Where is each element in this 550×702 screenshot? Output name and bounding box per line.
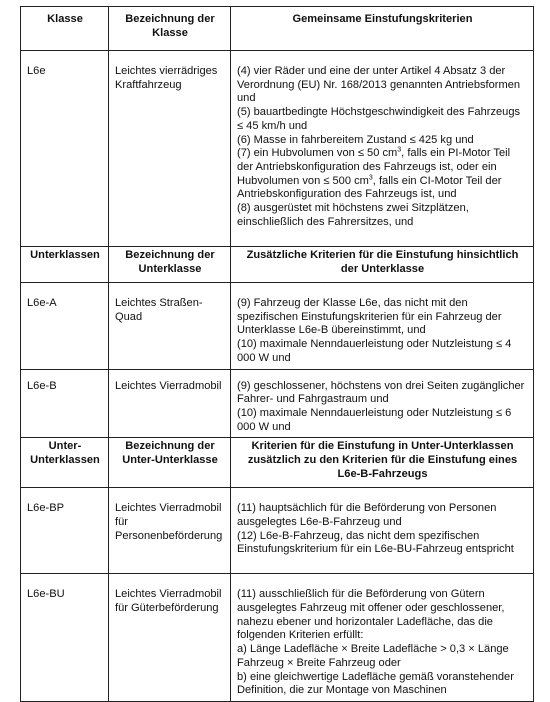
class-criteria <box>231 51 534 247</box>
criterion-10: (10) maximale Nenndauerleistung oder Nutzleistung ≤ 6 000 W und <box>237 406 512 433</box>
subsubclass-header-row <box>21 438 534 488</box>
class-code: L6e-BU <box>21 574 109 702</box>
header-bezeichnung: Bezeichnung der Klasse <box>109 7 231 51</box>
header-kriterien-unter-unterklassen: Kriterien für die Einstufung in Unter-Unterklassen zusätzlich zu den Kriterien für die Einstufung eines L6e-B-Fahrzeugs <box>231 438 534 488</box>
table-row <box>21 51 534 247</box>
criterion-8: (8) ausgerüstet mit höchstens zwei Sitzplätzen, einschließlich des Fahrersitzes, und <box>237 202 469 228</box>
table-row <box>21 488 534 574</box>
criterion-12: (12) L6e-B-Fahrzeug, das nicht dem spezifischen Einstufungskriterium für ein L6e-BU-Fahrzeug entspricht <box>237 529 514 556</box>
class-name: Leichtes Vierradmobil für Personenbeförderung <box>109 488 231 574</box>
header-unter-unterklassen: Unter-Unterklassen <box>21 438 109 488</box>
criterion-9: (9) geschlossener, höchstens von drei Seiten zugänglicher Fahrer- und Fahrgastraum und <box>237 379 525 406</box>
table-row <box>21 369 534 438</box>
class-criteria <box>231 283 534 370</box>
criterion-10: (10) maximale Nenndauerleistung oder Nutzleistung ≤ 4 000 W und <box>237 338 512 364</box>
classification-table <box>20 6 534 702</box>
header-unterklassen: Unterklassen <box>21 247 109 283</box>
criterion-5: (5) bauartbedingte Höchstgeschwindigkeit des Fahrzeugs ≤ 45 km/h und <box>237 106 521 132</box>
criterion-11: (11) hauptsächlich für die Beförderung von Personen ausgelegtes L6e-B-Fahrzeug und <box>237 502 497 529</box>
class-code: L6e-BP <box>21 488 109 574</box>
criterion-11a: a) Länge Ladefläche × Breite Ladefläche > 0,3 × Länge Fahrzeug × Breite Fahrzeug oder <box>237 643 509 669</box>
criterion-11b: b) eine gleichwertige Ladefläche gemäß voranstehender Definition, die zur Montage von Maschinen <box>237 670 514 697</box>
criterion-6: (6) Masse in fahrbereitem Zustand ≤ 425 kg und <box>237 133 474 146</box>
class-criteria <box>231 574 534 702</box>
header-zusaetzliche-kriterien: Zusätzliche Kriterien für die Einstufung hinsichtlich der Unterklasse <box>231 247 534 283</box>
class-criteria <box>231 369 534 438</box>
class-code: L6e-B <box>21 369 109 438</box>
table-header-row <box>21 7 534 51</box>
table-row <box>21 283 534 370</box>
class-code: L6e-A <box>21 283 109 370</box>
class-name: Leichtes Straßen-Quad <box>109 283 231 370</box>
criterion-11: (11) ausschließlich für die Beförderung von Gütern ausgelegtes Fahrzeug mit offener oder geschlossener, nahezu ebener und horizontaler Ladefläche, das die folgenden Kriterien erfüllt: <box>237 588 505 642</box>
class-name: Leichtes Vierradmobil für Güterbeförderung <box>109 574 231 702</box>
header-bezeichnung-unterklasse: Bezeichnung der Unterklasse <box>109 247 231 283</box>
header-klasse: Klasse <box>21 7 109 51</box>
header-kriterien: Gemeinsame Einstufungskriterien <box>231 7 534 51</box>
class-code: L6e <box>21 51 109 247</box>
class-criteria <box>231 488 534 574</box>
criterion-9: (9) Fahrzeug der Klasse L6e, das nicht mit den spezifischen Einstufungskriterien für ein Fahrzeug der Unterklasse L6e-B übereinstimmt, und <box>237 297 502 337</box>
criterion-7: (7) ein Hubvolumen von ≤ 50 $cm^3$, falls ein PI-Motor Teil der Antriebskonfiguration des Fahrzeugs ist, oder ein Hubvolumen von ≤ 500 $cm^3$, falls ein CI-Motor Teil der Antriebskonfiguration des Fahrzeugs ist, und <box>237 146 511 201</box>
table-row <box>21 574 534 702</box>
subclass-header-row <box>21 247 534 283</box>
class-name: Leichtes Vierradmobil <box>109 369 231 438</box>
header-bezeichnung-unter-unterklasse: Bezeichnung der Unter-Unterklasse <box>109 438 231 488</box>
class-name: Leichtes vierrädriges Kraftfahrzeug <box>109 51 231 247</box>
criterion-4: (4) vier Räder und eine der unter Artikel 4 Absatz 3 der Verordnung (EU) Nr. 168/2013 genannten Antriebsformen und <box>237 65 521 105</box>
